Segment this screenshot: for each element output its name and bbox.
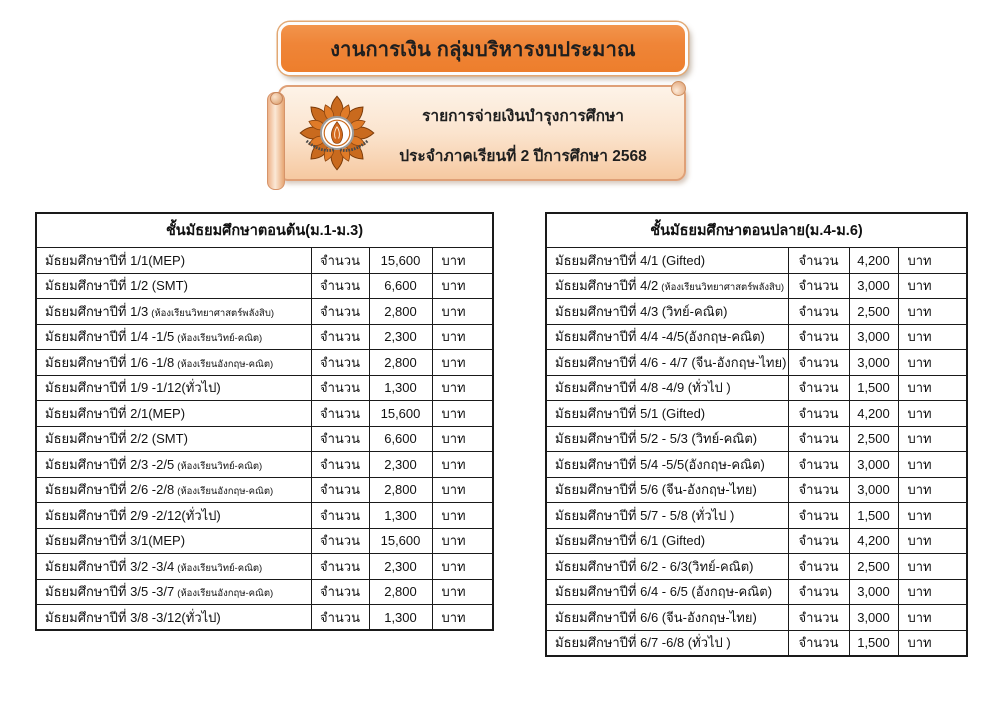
class-label-cell: มัธยมศึกษาปีที่ 2/1(MEP) — [36, 401, 311, 427]
table-row — [546, 630, 967, 656]
table-row — [36, 554, 493, 580]
table-row — [546, 452, 967, 478]
class-label-cell: มัธยมศึกษาปีที่ 4/6 - 4/7 (จีน-อังกฤษ-ไทย) — [546, 350, 788, 376]
unit-cell: บาท — [432, 554, 493, 580]
amount-cell: 6,600 — [369, 426, 432, 452]
senior-table-title: ชั้นมัธยมศึกษาตอนปลาย(ม.4-ม.6) — [546, 213, 967, 248]
class-label-cell: มัธยมศึกษาปีที่ 2/3 -2/5 (ห้องเรียนวิทย์-คณิต) — [36, 452, 311, 478]
unit-cell: บาท — [898, 528, 967, 554]
amount-cell: 3,000 — [849, 579, 898, 605]
qty-label-cell: จำนวน — [311, 350, 369, 376]
unit-cell: บาท — [432, 605, 493, 631]
table-row — [546, 426, 967, 452]
unit-cell: บาท — [432, 579, 493, 605]
class-label-cell: มัธยมศึกษาปีที่ 2/6 -2/8 (ห้องเรียนอังกฤษ-คณิต) — [36, 477, 311, 503]
unit-cell: บาท — [898, 630, 967, 656]
table-row — [546, 299, 967, 325]
table-row — [546, 605, 967, 631]
table-row — [546, 554, 967, 580]
unit-cell: บาท — [898, 350, 967, 376]
scroll-corner-curl — [671, 81, 686, 96]
qty-label-cell: จำนวน — [788, 579, 849, 605]
qty-label-cell: จำนวน — [788, 375, 849, 401]
amount-cell: 15,600 — [369, 248, 432, 274]
qty-label-cell: จำนวน — [311, 273, 369, 299]
table-row — [546, 503, 967, 529]
amount-cell: 3,000 — [849, 324, 898, 350]
amount-cell: 3,000 — [849, 350, 898, 376]
amount-cell: 2,300 — [369, 554, 432, 580]
class-label-cell: มัธยมศึกษาปีที่ 4/1 (Gifted) — [546, 248, 788, 274]
class-label-cell: มัธยมศึกษาปีที่ 3/1(MEP) — [36, 528, 311, 554]
unit-cell: บาท — [432, 477, 493, 503]
table-row — [36, 375, 493, 401]
class-label-cell: มัธยมศึกษาปีที่ 2/9 -2/12(ทั่วไป) — [36, 503, 311, 529]
amount-cell: 4,200 — [849, 248, 898, 274]
class-label-cell: มัธยมศึกษาปีที่ 1/3 (ห้องเรียนวิทยาศาสตร์พลังสิบ) — [36, 299, 311, 325]
amount-cell: 3,000 — [849, 452, 898, 478]
table-row — [546, 401, 967, 427]
class-label-cell: มัธยมศึกษาปีที่ 4/8 -4/9 (ทั่วไป ) — [546, 375, 788, 401]
unit-cell: บาท — [432, 299, 493, 325]
qty-label-cell: จำนวน — [788, 299, 849, 325]
unit-cell: บาท — [432, 528, 493, 554]
unit-cell: บาท — [898, 503, 967, 529]
class-label-cell: มัธยมศึกษาปีที่ 2/2 (SMT) — [36, 426, 311, 452]
scroll-curl-knob — [270, 92, 283, 105]
qty-label-cell: จำนวน — [311, 503, 369, 529]
amount-cell: 6,600 — [369, 273, 432, 299]
amount-cell: 2,800 — [369, 299, 432, 325]
class-label-cell: มัธยมศึกษาปีที่ 5/6 (จีน-อังกฤษ-ไทย) — [546, 477, 788, 503]
qty-label-cell: จำนวน — [311, 401, 369, 427]
qty-label-cell: จำนวน — [788, 426, 849, 452]
table-row — [36, 579, 493, 605]
unit-cell: บาท — [898, 375, 967, 401]
qty-label-cell: จำนวน — [311, 477, 369, 503]
qty-label-cell: จำนวน — [788, 350, 849, 376]
amount-cell: 1,300 — [369, 605, 432, 631]
unit-cell: บาท — [898, 579, 967, 605]
amount-cell: 15,600 — [369, 528, 432, 554]
amount-cell: 4,200 — [849, 528, 898, 554]
unit-cell: บาท — [432, 375, 493, 401]
class-label-cell: มัธยมศึกษาปีที่ 5/2 - 5/3 (วิทย์-คณิต) — [546, 426, 788, 452]
amount-cell: 2,300 — [369, 452, 432, 478]
unit-cell: บาท — [898, 273, 967, 299]
amount-cell: 1,300 — [369, 375, 432, 401]
amount-cell: 1,500 — [849, 503, 898, 529]
scroll-roll-edge — [267, 92, 285, 190]
amount-cell: 2,500 — [849, 299, 898, 325]
class-label-cell: มัธยมศึกษาปีที่ 5/1 (Gifted) — [546, 401, 788, 427]
subtitle-scroll — [267, 85, 693, 190]
amount-cell: 1,500 — [849, 375, 898, 401]
table-row — [36, 605, 493, 631]
table-row — [546, 375, 967, 401]
class-label-cell: มัธยมศึกษาปีที่ 1/4 -1/5 (ห้องเรียนวิทย์-คณิต) — [36, 324, 311, 350]
qty-label-cell: จำนวน — [311, 605, 369, 631]
unit-cell: บาท — [898, 426, 967, 452]
junior-fee-table — [35, 212, 494, 631]
qty-label-cell: จำนวน — [788, 452, 849, 478]
unit-cell: บาท — [432, 452, 493, 478]
junior-table-title: ชั้นมัธยมศึกษาตอนต้น(ม.1-ม.3) — [36, 213, 493, 248]
qty-label-cell: จำนวน — [311, 426, 369, 452]
table-row — [546, 579, 967, 605]
table-row — [36, 350, 493, 376]
qty-label-cell: จำนวน — [311, 248, 369, 274]
qty-label-cell: จำนวน — [788, 477, 849, 503]
table-row — [36, 477, 493, 503]
class-label-cell: มัธยมศึกษาปีที่ 3/2 -3/4 (ห้องเรียนวิทย์-คณิต) — [36, 554, 311, 580]
amount-cell: 2,800 — [369, 477, 432, 503]
table-row — [36, 401, 493, 427]
table-row — [36, 273, 493, 299]
table-row — [36, 452, 493, 478]
qty-label-cell: จำนวน — [788, 528, 849, 554]
unit-cell: บาท — [898, 554, 967, 580]
qty-label-cell: จำนวน — [788, 273, 849, 299]
class-label-cell: มัธยมศึกษาปีที่ 4/3 (วิทย์-คณิต) — [546, 299, 788, 325]
amount-cell: 3,000 — [849, 605, 898, 631]
table-row — [36, 503, 493, 529]
qty-label-cell: จำนวน — [788, 248, 849, 274]
table-row — [36, 528, 493, 554]
class-label-cell: มัธยมศึกษาปีที่ 1/6 -1/8 (ห้องเรียนอังกฤษ-คณิต) — [36, 350, 311, 376]
unit-cell: บาท — [898, 248, 967, 274]
qty-label-cell: จำนวน — [311, 554, 369, 580]
table-row — [546, 528, 967, 554]
table-row — [546, 273, 967, 299]
class-label-cell: มัธยมศึกษาปีที่ 4/4 -4/5(อังกฤษ-คณิต) — [546, 324, 788, 350]
table-row — [36, 426, 493, 452]
qty-label-cell: จำนวน — [311, 299, 369, 325]
page-title: งานการเงิน กลุ่มบริหารงบประมาณ — [330, 38, 636, 61]
senior-fee-table — [545, 212, 968, 657]
unit-cell: บาท — [898, 299, 967, 325]
class-label-cell: มัธยมศึกษาปีที่ 6/6 (จีน-อังกฤษ-ไทย) — [546, 605, 788, 631]
unit-cell: บาท — [432, 273, 493, 299]
class-label-cell: มัธยมศึกษาปีที่ 5/7 - 5/8 (ทั่วไป ) — [546, 503, 788, 529]
amount-cell: 2,800 — [369, 350, 432, 376]
unit-cell: บาท — [898, 477, 967, 503]
qty-label-cell: จำนวน — [311, 375, 369, 401]
school-logo-icon — [297, 93, 377, 173]
table-row — [546, 324, 967, 350]
title-banner — [278, 22, 688, 75]
table-row — [546, 248, 967, 274]
class-label-cell: มัธยมศึกษาปีที่ 6/2 - 6/3(วิทย์-คณิต) — [546, 554, 788, 580]
class-label-cell: มัธยมศึกษาปีที่ 6/1 (Gifted) — [546, 528, 788, 554]
table-row — [36, 299, 493, 325]
table-row — [546, 350, 967, 376]
unit-cell: บาท — [432, 350, 493, 376]
unit-cell: บาท — [898, 324, 967, 350]
unit-cell: บาท — [432, 248, 493, 274]
unit-cell: บาท — [898, 401, 967, 427]
qty-label-cell: จำนวน — [311, 579, 369, 605]
unit-cell: บาท — [432, 503, 493, 529]
qty-label-cell: จำนวน — [311, 452, 369, 478]
class-label-cell: มัธยมศึกษาปีที่ 3/5 -3/7 (ห้องเรียนอังกฤษ-คณิต) — [36, 579, 311, 605]
qty-label-cell: จำนวน — [788, 503, 849, 529]
class-label-cell: มัธยมศึกษาปีที่ 4/2 (ห้องเรียนวิทยาศาสตร์พลังสิบ) — [546, 273, 788, 299]
subtitle-line-1: รายการจ่ายเงินบำรุงการศึกษา — [422, 108, 624, 125]
amount-cell: 15,600 — [369, 401, 432, 427]
table-row — [546, 477, 967, 503]
amount-cell: 2,500 — [849, 554, 898, 580]
qty-label-cell: จำนวน — [788, 630, 849, 656]
qty-label-cell: จำนวน — [788, 554, 849, 580]
class-label-cell: มัธยมศึกษาปีที่ 6/4 - 6/5 (อังกฤษ-คณิต) — [546, 579, 788, 605]
class-label-cell: มัธยมศึกษาปีที่ 5/4 -5/5(อังกฤษ-คณิต) — [546, 452, 788, 478]
amount-cell: 1,300 — [369, 503, 432, 529]
qty-label-cell: จำนวน — [788, 605, 849, 631]
unit-cell: บาท — [898, 605, 967, 631]
class-label-cell: มัธยมศึกษาปีที่ 1/2 (SMT) — [36, 273, 311, 299]
unit-cell: บาท — [432, 426, 493, 452]
amount-cell: 2,300 — [369, 324, 432, 350]
class-label-cell: มัธยมศึกษาปีที่ 3/8 -3/12(ทั่วไป) — [36, 605, 311, 631]
unit-cell: บาท — [432, 324, 493, 350]
amount-cell: 2,800 — [369, 579, 432, 605]
table-row — [36, 324, 493, 350]
qty-label-cell: จำนวน — [311, 528, 369, 554]
qty-label-cell: จำนวน — [788, 401, 849, 427]
amount-cell: 2,500 — [849, 426, 898, 452]
unit-cell: บาท — [432, 401, 493, 427]
amount-cell: 1,500 — [849, 630, 898, 656]
qty-label-cell: จำนวน — [311, 324, 369, 350]
qty-label-cell: จำนวน — [788, 324, 849, 350]
class-label-cell: มัธยมศึกษาปีที่ 1/9 -1/12(ทั่วไป) — [36, 375, 311, 401]
amount-cell: 3,000 — [849, 273, 898, 299]
unit-cell: บาท — [898, 452, 967, 478]
class-label-cell: มัธยมศึกษาปีที่ 6/7 -6/8 (ทั่วไป ) — [546, 630, 788, 656]
amount-cell: 3,000 — [849, 477, 898, 503]
class-label-cell: มัธยมศึกษาปีที่ 1/1(MEP) — [36, 248, 311, 274]
subtitle-line-2: ประจำภาคเรียนที่ 2 ปีการศึกษา 2568 — [399, 148, 647, 165]
amount-cell: 4,200 — [849, 401, 898, 427]
table-row — [36, 248, 493, 274]
